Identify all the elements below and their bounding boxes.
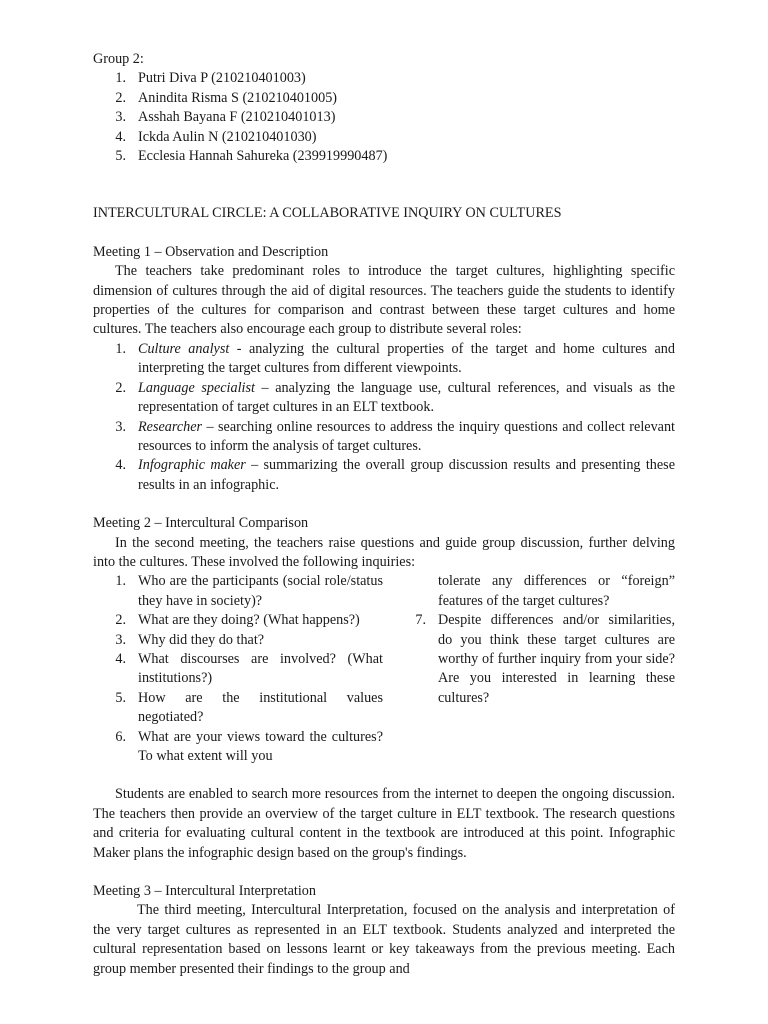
list-number: 7. [415, 612, 426, 629]
spacer [93, 495, 675, 514]
inquiry-list-left [93, 572, 383, 766]
meeting2-closing-paragraph: Students are enabled to search more resources from the internet to deepen the ongoing discussion. The teachers then provide an overview of the target culture in ELT textbook. The research questions and criteria for evaluating cultural content in the textbook are introduced at this point. Infographic Maker plans the infographic design based on the group's findings. [93, 786, 675, 861]
role-name: Language specialist [138, 379, 255, 396]
inquiry-question-continued: tolerate any differences or “foreign” features of the target cultures? [438, 573, 675, 609]
list-item [93, 418, 675, 457]
inquiry-question: What discourses are involved? (What institutions?) [138, 650, 383, 687]
role-detail: - analyzing the cultural properties of the target and home cultures and interpreting the target cultures from different viewpoints. [138, 340, 675, 377]
inquiry-column-left [93, 572, 383, 766]
list-number: 6. [115, 728, 126, 745]
list-item [93, 728, 383, 767]
list-item [93, 89, 675, 108]
list-item [93, 128, 675, 147]
list-number: 2. [115, 89, 126, 106]
list-number: 5. [115, 148, 126, 165]
meeting2-heading: Meeting 2 – Intercultural Comparison [93, 515, 309, 532]
list-number: 2. [115, 612, 126, 629]
list-item [93, 689, 383, 728]
inquiry-question: Who are the participants (social role/status they have in society)? [138, 573, 383, 609]
meeting3-heading: Meeting 3 – Intercultural Interpretation [93, 883, 316, 900]
list-number: 3. [115, 631, 126, 648]
inquiry-question: What are they doing? (What happens?) [138, 612, 360, 629]
role-detail: – summarizing the overall group discussion results and presenting these results in an infographic. [138, 457, 675, 493]
list-number: 2. [115, 379, 126, 396]
inquiry-columns [93, 572, 675, 766]
list-item [93, 108, 675, 127]
inquiry-question: How are the institutional values negotiated? [138, 689, 383, 726]
inquiry-question: What are your views toward the cultures? To what extent will you [138, 728, 383, 764]
list-item [93, 572, 383, 611]
inquiry-question: Despite differences and/or similarities, do you think these target cultures are worthy of further inquiry from your side? Are you interested in learning these cultures? [438, 612, 675, 706]
list-number: 5. [115, 689, 126, 706]
role-name: Culture analyst [138, 340, 230, 357]
list-number: 4. [115, 650, 126, 667]
list-number: 4. [115, 457, 126, 474]
list-item [93, 379, 675, 418]
spacer [93, 863, 675, 882]
list-item [93, 456, 675, 495]
member-name: Asshah Bayana F (210210401013) [138, 109, 336, 126]
member-name: Ickda Aulin N (210210401030) [138, 128, 317, 145]
document-title: INTERCULTURAL CIRCLE: A COLLABORATIVE INQUIRY ON CULTURES [93, 205, 562, 222]
list-number: 3. [115, 418, 126, 435]
list-item [93, 650, 383, 689]
spacer [93, 166, 675, 204]
member-name: Putri Diva P (210210401003) [138, 70, 306, 87]
list-number: 3. [115, 109, 126, 126]
list-item [93, 69, 675, 88]
list-item [93, 611, 383, 630]
list-number: 1. [115, 573, 126, 590]
list-number: 1. [115, 70, 126, 87]
group-title: Group 2: [93, 51, 144, 67]
list-item [93, 340, 675, 379]
group-member-list [93, 69, 675, 166]
role-description [138, 456, 675, 495]
list-item [93, 147, 675, 166]
list-item [93, 631, 383, 650]
list-item [393, 611, 675, 708]
inquiry-column-right [393, 572, 675, 766]
inquiry-list-right [393, 611, 675, 708]
role-description [138, 418, 675, 457]
role-detail: – analyzing the language use, cultural references, and visuals as the representation of target cultures in an ELT textbook. [138, 379, 675, 416]
document-page [93, 50, 675, 979]
role-detail: – searching online resources to address the inquiry questions and collect relevant resources to inform the analysis of target cultures. [138, 418, 675, 454]
spacer [93, 766, 675, 785]
role-name: Researcher [138, 418, 203, 435]
list-number: 4. [115, 128, 126, 145]
inquiry-question: Why did they do that? [138, 631, 265, 648]
spacer [93, 224, 675, 243]
role-list [93, 340, 675, 495]
role-description [138, 340, 675, 379]
list-number: 1. [115, 340, 126, 357]
member-name: Anindita Risma S (210210401005) [138, 89, 338, 106]
meeting1-paragraph: The teachers take predominant roles to introduce the target cultures, highlighting specific dimension of cultures through the aid of digital resources. The teachers guide the students to identify properties of the cultures for comparison and contrast between these target cultures and home cultures. The teachers also encourage each group to distribute several roles: [93, 263, 675, 338]
member-name: Ecclesia Hannah Sahureka (239919990487) [138, 148, 388, 165]
meeting1-heading: Meeting 1 – Observation and Description [93, 243, 329, 260]
role-description [138, 379, 675, 418]
meeting2-paragraph: In the second meeting, the teachers raise questions and guide group discussion, further delving into the cultures. These involved the following inquiries: [93, 534, 675, 570]
meeting3-paragraph: The third meeting, Intercultural Interpretation, focused on the analysis and interpretation of the very target cultures as represented in an ELT textbook. Students analyzed and interpreted the cultural representation based on lessons learnt or key takeaways from the previous meeting. Each group member presented their findings to the group and [93, 902, 675, 977]
role-name: Infographic maker [138, 457, 246, 474]
